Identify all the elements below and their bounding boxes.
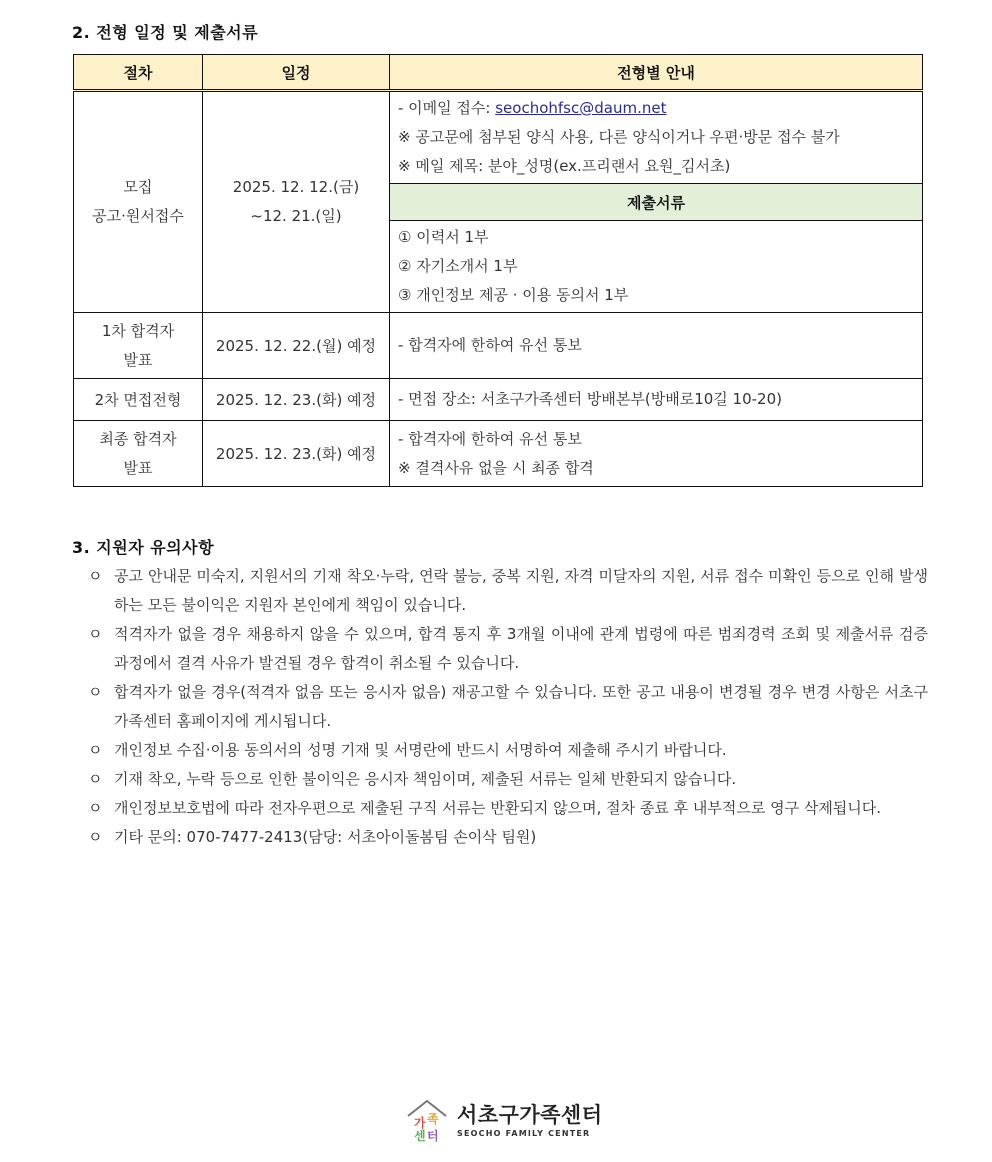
email-line: - 이메일 접수: seochohfsc@daum.net xyxy=(398,99,667,117)
circle-bullet-icon: ㅇ xyxy=(88,567,103,585)
table-row xyxy=(74,91,923,184)
doc-item: ① 이력서 1부 xyxy=(398,228,489,246)
info-cell: - 이메일 접수: seochohfsc@daum.net ※ 공고문에 첨부된 양식 사용, 다른 양식이거나 우편·방문 접수 불가 ※ 메일 제목: 분야_성명(ex.프리랜서 요원_김서초) xyxy=(390,91,923,184)
header-info: 전형별 안내 xyxy=(390,55,923,91)
circle-bullet-icon: ㅇ xyxy=(88,741,103,759)
step-cell: 2차 면접전형 xyxy=(74,379,203,421)
svg-text:센: 센 xyxy=(414,1129,426,1142)
circle-bullet-icon: ㅇ xyxy=(88,683,103,701)
doc-item: ② 자기소개서 1부 xyxy=(398,257,518,275)
section-2-title: 2. 전형 일정 및 제출서류 xyxy=(72,23,259,42)
footer-logo xyxy=(405,1098,603,1142)
docs-subheader: 제출서류 xyxy=(390,184,923,221)
info-cell: - 합격자에 한하여 유선 통보 ※ 결격사유 없을 시 최종 합격 xyxy=(390,421,923,487)
table-row xyxy=(74,379,923,421)
org-name-en: SEOCHO FAMILY CENTER xyxy=(457,1128,591,1138)
step-cell: 모집 공고·원서접수 xyxy=(74,91,203,313)
logo-text xyxy=(457,1103,603,1138)
circle-bullet-icon: ㅇ xyxy=(88,625,103,643)
list-item: ㅇ 적격자가 없을 경우 채용하지 않을 수 있으며, 합격 통지 후 3개월 이내에 관계 법령에 따른 범죄경력 조회 및 제출서류 검증 과정에서 결격 사유가 발견될 경우 합격이 취소될 수 있습니다. xyxy=(88,620,928,678)
header-step: 절차 xyxy=(74,55,203,91)
info-cell: - 합격자에 한하여 유선 통보 xyxy=(390,313,923,379)
list-item: ㅇ 기타 문의: 070-7477-2413(담당: 서초아이돌봄팀 손이삭 팀원) xyxy=(88,823,928,852)
list-item: ㅇ 기재 착오, 누락 등으로 인한 불이익은 응시자 책임이며, 제출된 서류는 일체 반환되지 않습니다. xyxy=(88,765,928,794)
table-row xyxy=(74,421,923,487)
circle-bullet-icon: ㅇ xyxy=(88,828,103,846)
notice-list xyxy=(88,562,928,852)
info-cell: - 면접 장소: 서초구가족센터 방배본부(방배로10길 10-20) xyxy=(390,379,923,421)
circle-bullet-icon: ㅇ xyxy=(88,770,103,788)
list-item: ㅇ 개인정보보호법에 따라 전자우편으로 제출된 구직 서류는 반환되지 않으며, 절차 종료 후 내부적으로 영구 삭제됩니다. xyxy=(88,794,928,823)
schedule-cell: 2025. 12. 22.(월) 예정 xyxy=(203,313,390,379)
doc-item: ③ 개인정보 제공 · 이용 동의서 1부 xyxy=(398,286,629,304)
schedule-table xyxy=(73,54,923,487)
step-cell: 1차 합격자 발표 xyxy=(74,313,203,379)
schedule-cell: 2025. 12. 23.(화) 예정 xyxy=(203,421,390,487)
svg-text:가: 가 xyxy=(414,1116,426,1130)
org-name: 서초구가족센터 xyxy=(457,1102,603,1127)
docs-list xyxy=(390,221,923,313)
list-item: ㅇ 개인정보 수집·이용 동의서의 성명 기재 및 서명란에 반드시 서명하여 제출해 주시기 바랍니다. xyxy=(88,736,928,765)
header-schedule: 일정 xyxy=(203,55,390,91)
list-item: ㅇ 합격자가 없을 경우(적격자 없음 또는 응시자 없음) 재공고할 수 있습니다. 또한 공고 내용이 변경될 경우 변경 사항은 서초구가족센터 홈페이지에 게시됩니다. xyxy=(88,678,928,736)
house-logo-icon xyxy=(405,1098,449,1142)
email-link[interactable]: seochohfsc@daum.net xyxy=(495,99,667,117)
section-3-title: 3. 지원자 유의사항 xyxy=(72,538,215,557)
schedule-cell: 2025. 12. 23.(화) 예정 xyxy=(203,379,390,421)
svg-text:족: 족 xyxy=(427,1112,439,1126)
list-item: ㅇ 공고 안내문 미숙지, 지원서의 기재 착오·누락, 연락 불능, 중복 지원, 자격 미달자의 지원, 서류 접수 미확인 등으로 인해 발생하는 모든 불이익은 지원자 본인에게 책임이 있습니다. xyxy=(88,562,928,620)
step-cell: 최종 합격자 발표 xyxy=(74,421,203,487)
table-row xyxy=(74,313,923,379)
circle-bullet-icon: ㅇ xyxy=(88,799,103,817)
svg-text:터: 터 xyxy=(427,1129,439,1142)
schedule-cell: 2025. 12. 12.(금) ~12. 21.(일) xyxy=(203,91,390,313)
